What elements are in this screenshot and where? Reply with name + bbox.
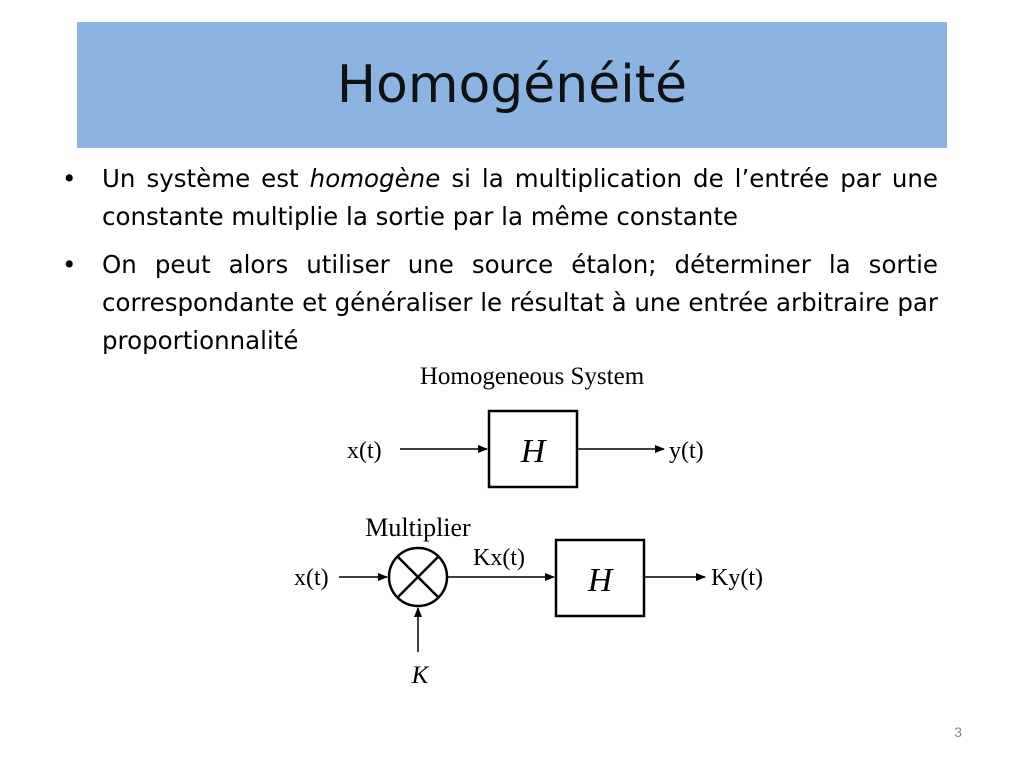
bullet-text-start: Un système est (102, 164, 310, 193)
bullet-marker: • (62, 250, 77, 279)
system2-output-label: Ky(t) (711, 565, 763, 591)
system2-block-label: H (587, 562, 613, 599)
bullet-marker: • (62, 164, 77, 193)
multiplier-label: Multiplier (365, 513, 471, 542)
bullet-item-definition (62, 160, 938, 236)
scaled-input-label: Kx(t) (473, 545, 525, 571)
diagram-title: Homogeneous System (419, 363, 645, 390)
bullet-emphasis: homogène (309, 164, 441, 193)
bullet-text: On peut alors utiliser une source étalon; déterminer la sortie correspondante et généraliser le résultat à une entrée arbitraire par proportionnalité (102, 250, 938, 355)
constant-label: K (411, 662, 429, 689)
bullet-list (62, 160, 938, 370)
homogeneous-system-diagram (270, 355, 810, 700)
bullet-item-method (62, 246, 938, 360)
system1-block-label: H (520, 433, 546, 470)
system2-input-label: x(t) (294, 565, 329, 591)
slide-title: Homogénéité (336, 55, 688, 115)
title-banner (77, 22, 947, 148)
system1-input-label: x(t) (347, 438, 382, 464)
system1-output-label: y(t) (669, 438, 704, 464)
bullet-text-end: si la multiplication de l’entrée par une constante multiplie la sortie par la même constante (102, 164, 938, 231)
slide-number: 3 (954, 724, 962, 740)
